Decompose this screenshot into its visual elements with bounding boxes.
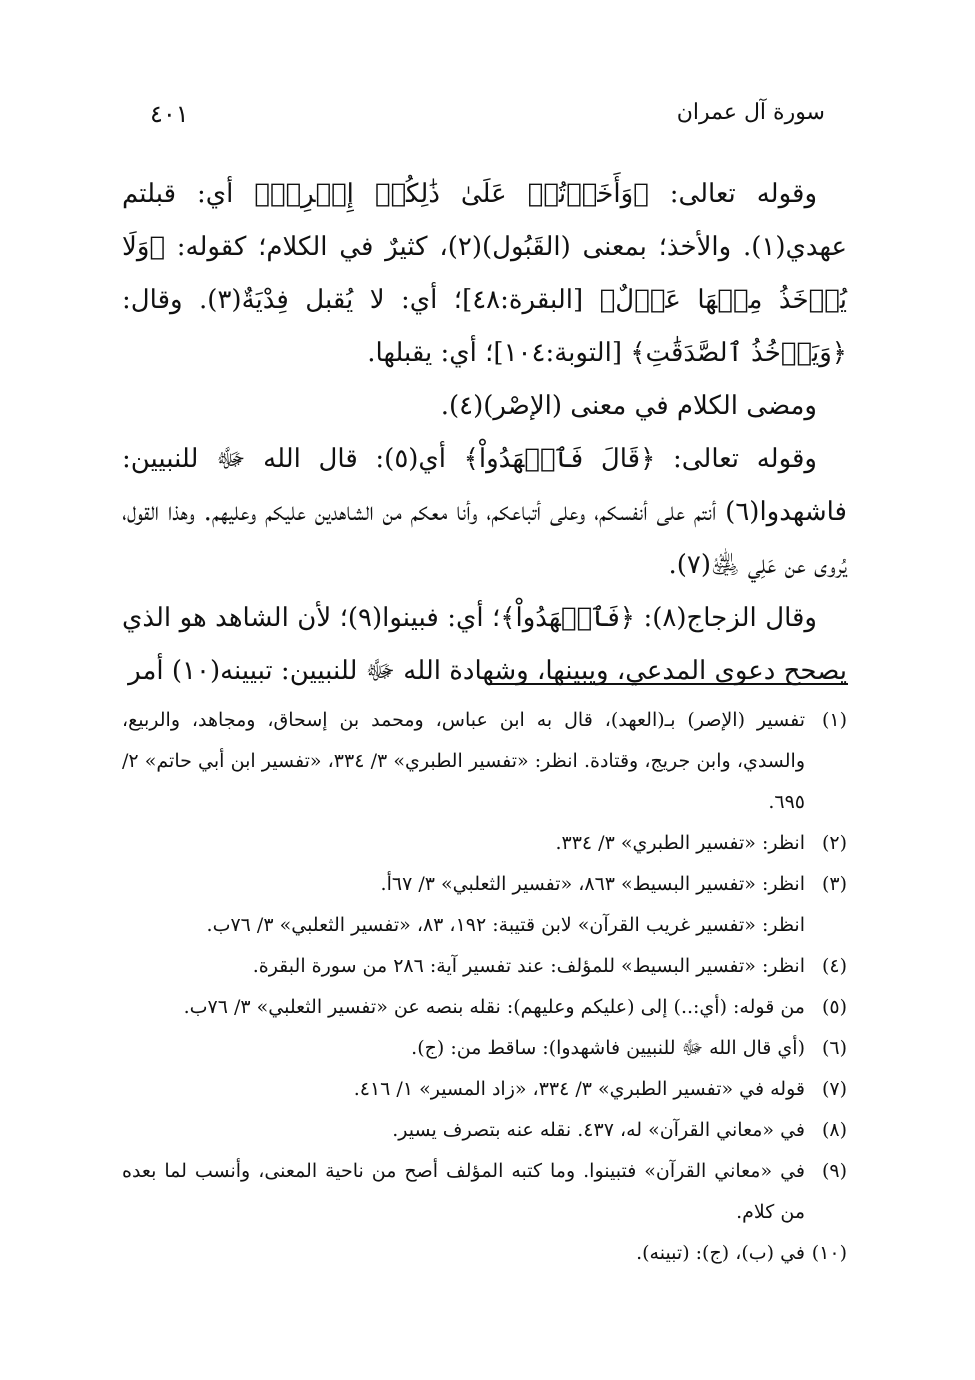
footnote — [122, 987, 847, 1028]
footnote — [122, 1110, 847, 1151]
footnote-number: (٥) — [821, 996, 847, 1018]
footnote-text: قوله في «تفسير الطبري» ٣/ ٣٣٤، «زاد المسير» ١/ ٤١٦. — [353, 1078, 805, 1100]
footnote-number: (٨) — [821, 1119, 847, 1141]
footnote-separator — [488, 683, 848, 685]
footnote-text: في (ب)، (ج): (تبينه). — [636, 1242, 805, 1264]
paragraph: وقوله تعالى: ﴿وَأَخَذۡتُمۡ عَلَىٰ ذَٰلِكُمۡ إِصۡرِيۖ﴾ أي: قبلتم عهدي(١). والأخذ؛ بمعنى (القَبُول)(٢)، كثيرٌ في الكلام؛ كقوله: ﴿وَلَا يُؤۡخَذُ مِنۡهَا عَدۡلٌ﴾ [البقرة:٤٨]؛ أي: لا يُقبل فِدْيَةٌ(٣). وقال: ﴿وَيَأۡخُذُ ٱلصَّدَقَٰتِ﴾ [التوبة:١٠٤]؛ أي: يقبلها. — [122, 179, 848, 368]
footnote-text: (أي قال الله ﷻ للنبيين فاشهدوا): ساقط من: (ج). — [411, 1037, 805, 1059]
paragraph: ومضى الكلام في معنى (الإصْر)(٤). — [440, 391, 817, 421]
footnote-text: انظر: «تفسير البسيط» ٨٦٣، «تفسير الثعلبي» ٣/ ٦٧أ. — [380, 873, 805, 895]
footnote — [122, 823, 847, 864]
footnote — [122, 700, 847, 823]
footnote — [122, 864, 847, 905]
page-header — [150, 100, 825, 140]
footnote-number: (٧) — [821, 1078, 847, 1100]
page-number: ٤٠١ — [150, 100, 189, 128]
footnote — [122, 1028, 847, 1069]
footnote-text: تفسير (الإصر) بـ(العهد)، قال به ابن عباس، ومحمد بن إسحاق، ومجاهد، والربيع، والسدي، وابن جريج، وقتادة. انظر: «تفسير الطبري» ٣/ ٣٣٤، «تفسير ابن أبي حاتم» ٢/ ٦٩٥. — [122, 709, 805, 813]
footnote-text: انظر: «تفسير الطبري» ٣/ ٣٣٤. — [555, 832, 805, 854]
footnote-number: (١٠) — [811, 1242, 847, 1264]
footnote — [122, 1151, 847, 1233]
footnote-number: (١) — [821, 709, 847, 731]
footnote — [122, 1233, 847, 1274]
footnote-text: في «معاني القرآن» له، ٤٣٧. نقله عنه بتصرف يسير. — [392, 1119, 805, 1141]
footnote-number: (٦) — [821, 1037, 847, 1059]
footnotes — [122, 700, 847, 1274]
footnote-number: (٣) — [821, 873, 847, 895]
footnote-text: انظر: «تفسير البسيط» للمؤلف: عند تفسير آية: ٢٨٦ من سورة البقرة. — [252, 955, 805, 977]
main-text — [122, 168, 847, 698]
surah-title: سورة آل عمران — [676, 100, 825, 125]
footnote-text: في «معاني القرآن» فتبينوا. وما كتبه المؤلف أصح من ناحية المعنى، وأنسب لما بعده من كلام. — [122, 1160, 805, 1223]
footnote-text: من قوله: (أي:..) إلى (عليكم وعليهم): نقله بنصه عن «تفسير الثعلبي» ٣/ ٧٦ب. — [183, 996, 805, 1018]
footnote-text: انظر: «تفسير غريب القرآن» لابن قتيبة: ١٩٢، ٨٣، «تفسير الثعلبي» ٣/ ٧٦ب. — [206, 914, 805, 936]
footnote-number: (٩) — [821, 1160, 847, 1182]
footnote — [122, 946, 847, 987]
paragraph: وقوله تعالى: ﴿قَالَ فَٱشۡهَدُواْ﴾ أي(٥): قال الله ﷻ للنبيين: فاشهدوا(٦) أنتم على أنفسكم، وعلى أتباعكم، وأنا معكم من الشاهدين عليكم وعليهم. وهذا القول، يُروى عن عَلِي ﵁(٧). — [122, 444, 847, 580]
footnote-number: (٢) — [821, 832, 847, 854]
footnote-number: (٤) — [821, 955, 847, 977]
paragraph: وقال الزجاج(٨): ﴿فَٱشۡهَدُواْ﴾؛ أي: فبينوا(٩)؛ لأن الشاهد هو الذي يصحح دعوى المدعي، ويبينها، وشهادة الله ﷻ للنبيين: تبيينه(١٠) أمر — [122, 603, 847, 686]
footnote — [122, 1069, 847, 1110]
footnote-continuation — [122, 905, 847, 946]
